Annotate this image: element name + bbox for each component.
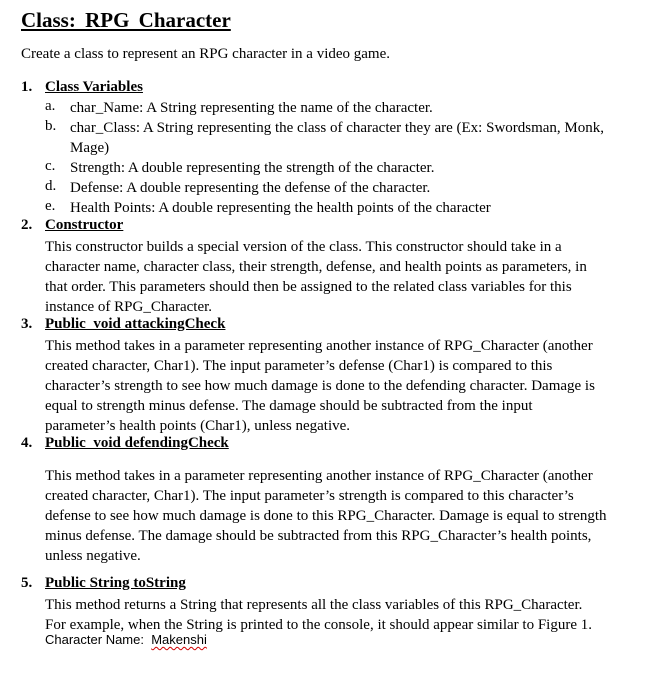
body-line: instance of RPG_Character. (45, 299, 213, 315)
list-item: Strength: A double representing the strength of the character. (70, 160, 435, 176)
section-2-number: 2. (21, 217, 33, 233)
section-4-heading: Public void defendingCheck (45, 435, 229, 451)
section-4-number: 4. (21, 435, 33, 451)
example-output-label: Character Name: (45, 632, 152, 647)
section-1-number: 1. (21, 79, 33, 95)
body-line: This method takes in a parameter representing another instance of RPG_Character (another (45, 338, 593, 354)
body-line: minus defense. The damage should be subtracted from this RPG_Character’s health points, (45, 528, 592, 544)
list-item: char_Class: A String representing the class of character they are (Ex: Swordsman, Monk, Mage) (70, 120, 605, 156)
section-3-heading: Public void attackingCheck (45, 316, 226, 332)
section-1-heading: Class Variables (45, 79, 143, 95)
section-5-number: 5. (21, 575, 33, 591)
section-2-body (45, 237, 645, 317)
section-3-number: 3. (21, 316, 33, 332)
section-5-heading: Public String toString (45, 575, 186, 591)
body-line: that order. This parameters should then be assigned to the related class variables for this (45, 279, 572, 295)
body-line: This constructor builds a special version of the class. This constructor should take in a (45, 239, 562, 255)
example-output (45, 632, 207, 647)
section-3-body (45, 336, 645, 436)
list-item-letter: e. (45, 198, 56, 214)
body-line: For example, when the String is printed to the console, it should appear similar to Figure 1. (45, 617, 592, 633)
body-line: character’s strength to see how much damage is done to the defending character. Damage is (45, 378, 595, 394)
list-item: Health Points: A double representing the health points of the character (70, 200, 491, 216)
body-line: character name, character class, their strength, defense, and health points as parameters, in (45, 259, 587, 275)
list-item-letter: b. (45, 118, 57, 134)
list-item-letter: d. (45, 178, 57, 194)
body-line: This method takes in a parameter representing another instance of RPG_Character (another (45, 468, 593, 484)
intro-text: Create a class to represent an RPG character in a video game. (21, 46, 391, 62)
list-item-letter: c. (45, 158, 56, 174)
example-output-value: Makenshi (151, 632, 207, 647)
body-line: unless negative. (45, 548, 141, 564)
list-item: Defense: A double representing the defense of the character. (70, 180, 431, 196)
list-item: char_Name: A String representing the name of the character. (70, 100, 433, 116)
page-title: Class: RPG Character (21, 8, 231, 32)
section-5-body (45, 595, 645, 635)
list-item-letter: a. (45, 98, 56, 114)
body-line: defense to see how much damage is done to this RPG_Character. Damage is equal to strength (45, 508, 607, 524)
section-2-heading: Constructor (45, 217, 124, 233)
body-line: equal to strength minus defense. The damage should be subtracted from the input (45, 398, 533, 414)
body-line: created character, Char1). The input parameter’s defense (Char1) is compared to this (45, 358, 553, 374)
section-4-body (45, 466, 645, 566)
body-line: This method returns a String that represents all the class variables of this RPG_Character. (45, 597, 583, 613)
body-line: created character, Char1). The input parameter’s strength is compared to this character’s (45, 488, 574, 504)
body-line: parameter’s health points (Char1), unless negative. (45, 418, 351, 434)
